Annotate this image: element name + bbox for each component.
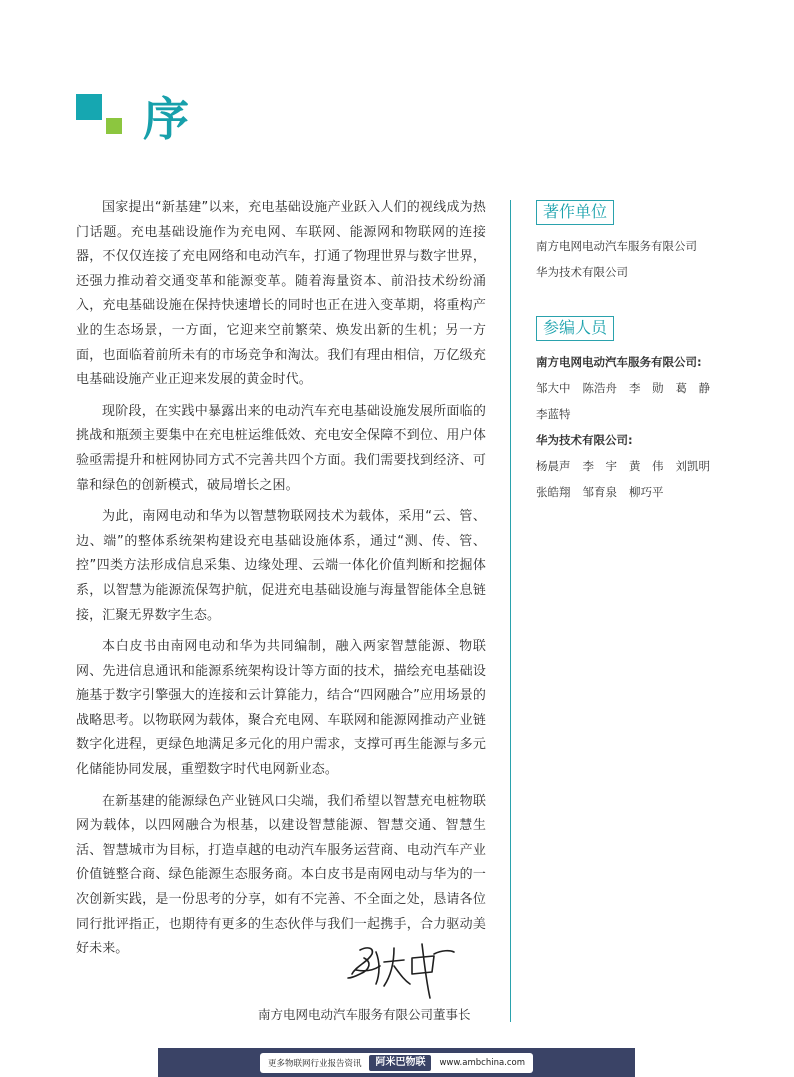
paragraph-3: 为此，南网电动和华为以智慧物联网技术为载体，采用“云、管、边、端”的整体系统架构建设充电基础设施体系，通过“测、传、管、控”四类方法形成信息采集、边缘处理、云端一体化价值判断和挖掘体系，以智慧为能源流保驾护航，促进充电基础设施与海量智能体全息链接，汇聚无界数字生态。 xyxy=(76,509,486,623)
paragraph-2: 现阶段，在实践中暴露出来的电动汽车充电基础设施发展所面临的挑战和瓶颈主要集中在充电桩运维低效、充电安全保障不到位、用户体验亟需提升和桩网协同方式不完善共四个方面。我们需要找到经济、可靠和绿色的创新模式，破局增长之困。 xyxy=(76,403,486,493)
footer-pill[interactable] xyxy=(260,1053,533,1073)
editor-org-2: 华为技术有限公司: xyxy=(536,433,633,447)
editor-name: 陈浩舟 xyxy=(582,381,617,395)
editor-name: 杨晨声 xyxy=(536,459,571,473)
column-divider xyxy=(510,200,511,1022)
decor-square-teal xyxy=(76,94,102,120)
editor-org-1: 南方电网电动汽车服务有限公司: xyxy=(536,355,702,369)
editor-name: 李蓝特 xyxy=(536,407,571,421)
authors-section xyxy=(536,200,766,285)
editor-name: 葛 静 xyxy=(675,381,710,395)
paragraph-4: 本白皮书由南网电动和华为共同编制，融入两家智慧能源、物联网、先进信息通讯和能源系统架构设计等方面的技术，描绘充电基础设施基于数字引擎强大的连接和云计算能力，结合“四网融合”应用场景的战略思考。以物联网为载体，聚合充电网、车联网和能源网推动产业链数字化进程，更绿色地满足多元化的用户需求，支撑可再生能源与多元化储能协同发展，重塑数字时代电网新业态。 xyxy=(76,639,486,778)
paragraph-5: 在新基建的能源绿色产业链风口尖端，我们希望以智慧充电桩物联网为载体，以四网融合为根基，以建设智慧能源、智慧交通、智慧生活、智慧城市为目标，打造卓越的电动汽车服务运营商、电动汽车产业价值链整合商、绿色能源生态服务商。本白皮书是南网电动与华为的一次创新实践，是一份思考的分享，如有不完善、不全面之处，恳请各位同行批评指正，也期待有更多的生态伙伴与我们一起携手，合力驱动美好未来。 xyxy=(76,793,486,957)
editor-name: 刘凯明 xyxy=(675,459,710,473)
page-title: 序 xyxy=(143,92,189,146)
editor-names-1 xyxy=(536,375,766,427)
decor-square-green xyxy=(106,118,122,134)
footer-banner xyxy=(158,1048,635,1077)
editors-section xyxy=(536,316,766,505)
editor-name: 张皓翔 xyxy=(536,485,571,499)
editor-name: 黄 伟 xyxy=(629,459,664,473)
editor-names-2 xyxy=(536,453,766,505)
author-org-2: 华为技术有限公司 xyxy=(536,265,628,279)
editor-name: 李 勋 xyxy=(629,381,664,395)
editor-name: 邹育泉 xyxy=(582,485,617,499)
editor-name: 邹大中 xyxy=(536,381,571,395)
footer-brand-logo: 阿米巴物联 xyxy=(369,1055,431,1071)
editors-heading: 参编人员 xyxy=(536,316,614,341)
signoff-title: 南方电网电动汽车服务有限公司董事长 xyxy=(258,1007,471,1022)
authors-heading: 著作单位 xyxy=(536,200,614,225)
signature-image xyxy=(346,940,458,1002)
editor-name: 李 宇 xyxy=(582,459,617,473)
footer-text: 更多物联网行业报告资讯 xyxy=(267,1058,362,1069)
author-org-1: 南方电网电动汽车服务有限公司 xyxy=(536,239,697,253)
paragraph-1: 国家提出“新基建”以来，充电基础设施产业跃入人们的视线成为热门话题。充电基础设施作为充电网、车联网、能源网和物联网的连接器，不仅仅连接了充电网络和电动汽车，打通了物理世界与数字世界，还强力推动着交通变革和能源变革。随着海量资本、前沿技术纷纷涌入，充电基础设施在保持快速增长的同时也正在进入变革期，将重构产业的生态场景，一方面，它迎来空前繁荣、焕发出新的生机；另一方面，也面临着前所未有的市场竞争和淘汰。我们有理由相信，万亿级充电基础设施产业正迎来发展的黄金时代。 xyxy=(76,200,486,388)
editor-name: 柳巧平 xyxy=(629,485,664,499)
footer-url-link[interactable]: www.ambchina.com xyxy=(439,1057,526,1068)
preface-body xyxy=(76,196,486,969)
